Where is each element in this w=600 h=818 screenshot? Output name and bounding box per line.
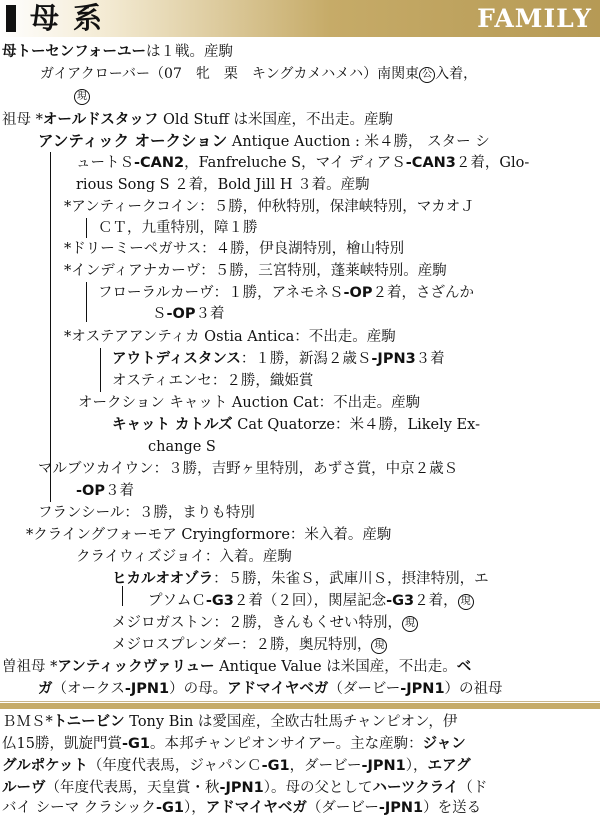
antique-auction-line1 — [38, 131, 490, 152]
text-segment: ）を送る — [423, 800, 482, 816]
text-segment: ２着，さざんか — [372, 285, 474, 301]
grade-badge: -OP — [76, 483, 105, 499]
antique-auction-line2 — [76, 153, 529, 173]
bms-line2 — [2, 734, 466, 754]
dam-line — [2, 42, 233, 62]
hikaru-ozora-name: ヒカルオオゾラ — [112, 571, 214, 587]
dam-record: は１戦。産駒 — [145, 44, 233, 60]
dam-label: 母 — [2, 44, 17, 60]
divider-thick — [0, 703, 600, 709]
floral-carve-line2 — [152, 304, 224, 324]
marubutsu-line2 — [76, 481, 134, 501]
granddam-name: オールドスタッフ — [42, 112, 159, 128]
text-segment: ）。母の父として — [263, 780, 373, 796]
grade-badge: -JPN1 — [219, 780, 264, 796]
antique-coin-line1 — [64, 197, 475, 217]
cat-quatorze-name: キャット カトルズ — [112, 417, 233, 433]
text-segment: （年度代表馬，天皇賞・秋 — [45, 780, 220, 796]
text-segment: ）， — [405, 758, 428, 774]
dam-offspring-1-cont — [74, 86, 90, 106]
text-segment: ュートＳ — [76, 155, 134, 171]
text-segment: ＣＴ，九重特別，障１勝 — [98, 220, 258, 236]
grade-badge: -JPN1 — [124, 681, 170, 697]
tree-line-hikaru — [122, 586, 123, 606]
text-segment: ）， — [183, 800, 206, 816]
bms-line3 — [2, 756, 471, 776]
text-segment: Cat Quatorze：米４勝，Likely Ex- — [232, 417, 480, 433]
header-accent-bar — [6, 5, 16, 32]
horse-name: アドマイヤベガ — [205, 800, 307, 816]
text-segment: プソムＣ — [148, 593, 206, 609]
offspring-text-after: 入着， — [435, 66, 478, 82]
granddam-line — [2, 110, 393, 130]
great-granddam-label: 曽祖母 * — [2, 659, 58, 675]
text-segment: （ダービー — [328, 681, 401, 697]
active-mark-icon: 現 — [74, 89, 90, 105]
text-segment: change S — [148, 439, 216, 455]
great-granddam-line2 — [38, 679, 503, 699]
grade-badge: -OP — [343, 285, 373, 301]
text-segment: フランシール：３勝，まりも特別 — [38, 505, 255, 521]
tree-line-marubu — [50, 482, 51, 502]
grade-badge: -CAN2 — [134, 155, 185, 171]
mejiro-gaston-line — [112, 613, 418, 633]
active-mark-icon: 現 — [402, 616, 418, 632]
horse-name: ガ — [38, 681, 53, 697]
text-segment: *ドリーミーペガサス：４勝，伊良湖特別，檜山特別 — [64, 241, 405, 257]
grade-badge: -JPN3 — [371, 351, 416, 367]
text-segment: （年度代表馬，ジャパンＣ — [87, 758, 262, 774]
text-segment: ：５勝，朱雀Ｓ，武庫川Ｓ，摂津特別，エ — [213, 571, 489, 587]
cryingformore-line — [26, 525, 391, 545]
grade-badge: -G1 — [155, 800, 184, 816]
grade-badge: -JPN1 — [400, 681, 445, 697]
horse-name: エアグ — [427, 758, 471, 774]
public-mark-icon: 公 — [419, 67, 435, 83]
offspring-text: ガイアクローバー（07 牝 栗 キングカメハメハ）南関東 — [40, 66, 420, 82]
text-segment: オークション キャット Auction Cat：不出走。産駒 — [78, 395, 421, 411]
text-segment: メジロスプレンダー：２勝，奥尻特別， — [112, 637, 372, 653]
text-segment: Tony Bin は愛国産，全欧古牡馬チャンピオン，伊 — [124, 714, 458, 730]
text-segment: ３着 — [195, 306, 225, 322]
bms-name: トニービン — [52, 714, 125, 730]
auction-cat-line — [78, 393, 420, 413]
cry-with-joy-line — [76, 547, 292, 567]
divider-thin — [0, 701, 600, 702]
text-segment: （ダービー — [306, 800, 379, 816]
text-segment: マルブツカイウン：３勝，吉野ヶ里特別，あずさ賞，中京２歳Ｓ — [38, 461, 459, 477]
text-segment: *オステアアンティカ Ostia Antica：不出走。産駒 — [64, 329, 396, 345]
tree-line-ostia — [100, 348, 101, 392]
text-segment: （オークス — [52, 681, 125, 697]
grade-badge: -G3 — [386, 593, 415, 609]
bms-line5 — [2, 798, 481, 818]
antique-auction-line3 — [76, 175, 370, 195]
horse-name: ジャン — [422, 736, 466, 752]
grade-badge: -JPN1 — [378, 800, 424, 816]
out-distance-name: アウトディスタンス — [112, 351, 241, 367]
granddam-record: Old Stuff は米国産，不出走。産駒 — [158, 112, 393, 128]
text-segment: ２着（２回），関屋記念 — [233, 593, 387, 609]
text-segment: メジロガストン：２勝，きんもくせい特別， — [112, 615, 402, 631]
dreamy-pegasus-line — [64, 239, 404, 259]
tree-line-indian — [86, 282, 87, 322]
text-segment: ，Fanfreluche S，マイ ディアＳ — [184, 155, 406, 171]
ostia-antica-line — [64, 327, 396, 347]
marubutsu-line1 — [38, 459, 458, 479]
out-distance-line — [112, 349, 445, 369]
great-granddam-name: アンティックヴァリュー — [57, 659, 215, 675]
dam-offspring-1 — [40, 64, 477, 84]
tree-line-antique — [50, 152, 51, 500]
granddam-label: 祖母 * — [2, 112, 43, 128]
text-segment: クライウィズジョイ：入着。産駒 — [76, 549, 292, 565]
text-segment: *クライングフォーモア Cryingformore：米入着。産駒 — [26, 527, 392, 543]
active-mark-icon: 現 — [458, 594, 474, 610]
tree-line-coin — [86, 218, 87, 238]
great-granddam-line1 — [2, 657, 471, 677]
hikaru-ozora-line2 — [148, 591, 474, 611]
text-segment: rious Song S ２着，Bold Jill H ３着。産駒 — [76, 177, 370, 193]
text-segment: *インディアナカーヴ：５勝，三宮特別，蓬莱峡特別。産駒 — [64, 263, 447, 279]
cat-quatorze-line1 — [112, 415, 480, 435]
horse-name: アドマイヤベガ — [227, 681, 329, 697]
text-segment: 仏15勝，凱旋門賞 — [2, 736, 122, 752]
text-segment: ２着，Glo- — [455, 155, 530, 171]
ostiense-line — [112, 371, 313, 391]
horse-name: ベ — [456, 659, 472, 675]
horse-name: ルーヴ — [2, 780, 46, 796]
text-segment: ２着， — [414, 593, 458, 609]
text-segment: 。本邦チャンピオンサイアー。主な産駒： — [149, 736, 423, 752]
section-title-en: FAMILY — [477, 4, 592, 33]
section-title: 母系 — [30, 1, 117, 35]
text-segment: ３着 — [415, 351, 445, 367]
antique-coin-line2 — [98, 218, 258, 238]
text-segment: ）の母。 — [169, 681, 228, 697]
text-segment: フローラルカーヴ：１勝，アネモネＳ — [98, 285, 344, 301]
text-segment: Antique Value は米国産，不出走。 — [214, 659, 457, 675]
grade-badge: -G3 — [205, 593, 234, 609]
grade-badge: -G1 — [261, 758, 290, 774]
dam-name: トーセンフォーユー — [16, 44, 146, 60]
bms-line1 — [2, 712, 457, 732]
horse-name: ハーツクライ — [372, 780, 459, 796]
bms-label: ＢＭＳ* — [2, 714, 53, 730]
hikaru-ozora-line1 — [112, 569, 489, 589]
floral-carve-line1 — [98, 283, 474, 303]
text-segment: ３着 — [104, 483, 134, 499]
francil-line — [38, 503, 255, 523]
text-segment: オスティエンセ：２勝，織姫賞 — [112, 373, 314, 389]
text-segment: （ド — [458, 780, 488, 796]
indiana-carve-line — [64, 261, 447, 281]
text-segment: *アンティークコイン：５勝，仲秋特別，保津峡特別，マカオＪ — [64, 199, 475, 215]
bms-line4 — [2, 778, 487, 798]
text-segment: ：１勝，新潟２歳Ｓ — [240, 351, 372, 367]
active-mark-icon: 現 — [371, 638, 387, 654]
antique-auction-name: アンティック オークション — [38, 132, 228, 150]
grade-badge: -CAN3 — [405, 155, 456, 171]
text-segment: ，ダービー — [289, 758, 362, 774]
text-segment: バイ シーマ クラシック — [2, 800, 156, 816]
text-segment: Ｓ — [152, 306, 167, 322]
grade-badge: -OP — [166, 306, 196, 322]
grade-badge: -G1 — [121, 736, 150, 752]
cat-quatorze-line2 — [148, 437, 216, 457]
grade-badge: -JPN1 — [361, 758, 406, 774]
horse-name: グルポケット — [2, 758, 88, 774]
text-segment: ）の祖母 — [444, 681, 503, 697]
section-header — [0, 0, 600, 37]
mejiro-splendor-line — [112, 635, 387, 655]
antique-auction-record: Antique Auction : 米４勝， スター シ — [227, 134, 490, 150]
